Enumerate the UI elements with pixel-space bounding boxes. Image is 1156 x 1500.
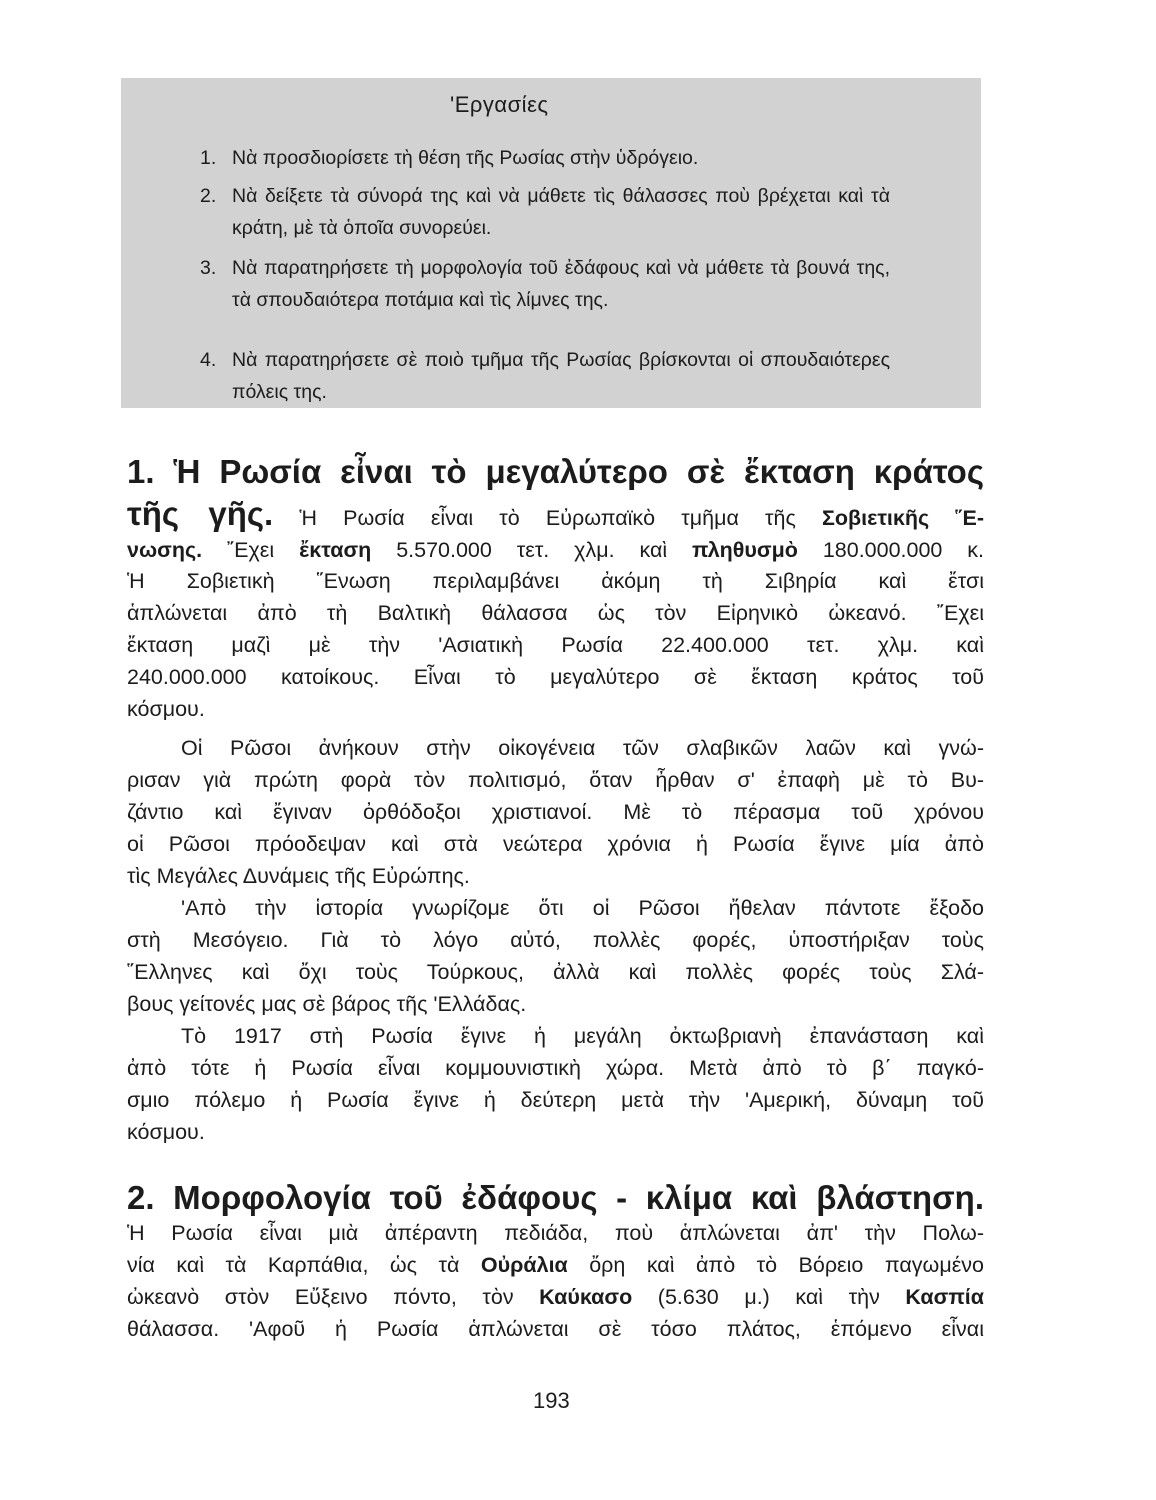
section-1-heading-continued: τῆς γῆς.: [127, 495, 274, 532]
bold-term: νωσης.: [127, 538, 203, 562]
section-2-line: θάλασσα. 'Αφοῦ ἡ Ρωσία ἁπλώνεται σὲ τόσο πλάτος, ἑπόμενο εἶναι: [127, 1317, 984, 1341]
paragraph-line: Οἱ Ρῶσοι ἀνήκουν στὴν οἰκογένεια τῶν σλαβικῶν λαῶν καὶ γνώ-: [181, 736, 984, 760]
paragraph-line: κόσμου.: [127, 1120, 205, 1144]
paragraph-line: στὴ Μεσόγειο. Γιὰ τὸ λόγο αὐτό, πολλὲς φορές, ὑποστήριξαν τοὺς: [127, 928, 984, 952]
exercise-text: Νὰ παρατηρήσετε σὲ ποιὸ τμῆμα τῆς Ρωσίας βρίσκονται οἱ σπουδαιότερες πόλεις της.: [232, 349, 890, 403]
exercises-title: 'Εργασίες: [450, 92, 549, 117]
paragraph-line: Τὸ 1917 στὴ Ρωσία ἔγινε ἡ μεγάλη ὀκτωβριανὴ ἐπανάσταση καὶ: [181, 1024, 984, 1048]
section-1-line: 240.000.000 κατοίκους. Εἶναι τὸ μεγαλύτερο σὲ ἔκταση κράτος τοῦ: [127, 665, 984, 689]
section-1-line: ἁπλώνεται ἀπὸ τὴ Βαλτικὴ θάλασσα ὡς τὸν Εἰρηνικὸ ὠκεανό. ῎Εχει: [127, 601, 984, 625]
paragraph-line: ζάντιο καὶ ἔγιναν ὀρθόδοξοι χριστιανοί. Μὲ τὸ πέρασμα τοῦ χρόνου: [127, 800, 984, 824]
section-1-line: [127, 534, 984, 566]
paragraph-line: ῞Ελληνες καὶ ὄχι τοὺς Τούρκους, ἀλλὰ καὶ πολλὲς φορές τοὺς Σλά-: [127, 960, 984, 984]
text-run: ὠκεανὸ στὸν Εὔξεινο πόντο, τὸν: [127, 1285, 540, 1309]
text-run: Ἡ Ρωσία εἶναι τὸ Εὐρωπαϊκὸ τμῆμα τῆς: [299, 506, 822, 530]
paragraph-line: 'Απὸ τὴν ἱστορία γνωρίζομε ὅτι οἱ Ρῶσοι ἤθελαν πάντοτε ἔξοδο: [181, 896, 984, 920]
paragraph-line: ἀπὸ τότε ἡ Ρωσία εἶναι κομμουνιστικὴ χώρα. Μετὰ ἀπὸ τὸ β΄ παγκό-: [127, 1056, 984, 1080]
paragraph-line: ρισαν γιὰ πρώτη φορὰ τὸν πολιτισμό, ὅταν ἦρθαν σ' ἐπαφὴ μὲ τὸ Βυ-: [127, 768, 984, 792]
section-1-line: [127, 495, 984, 534]
exercise-item: [200, 180, 890, 244]
section-1-line: Ἡ Σοβιετικὴ ῞Ενωση περιλαμβάνει ἀκόμη τὴ Σιβηρία καὶ ἔτσι: [127, 569, 984, 593]
bold-term: Καύκασο: [539, 1285, 633, 1309]
text-run: (5.630 μ.) καὶ τὴν: [632, 1285, 906, 1309]
bold-term: Κασπία: [905, 1285, 984, 1309]
section-2-line: Ἡ Ρωσία εἶναι μιὰ ἀπέραντη πεδιάδα, ποὺ ἁπλώνεται ἀπ' τὴν Πολω-: [127, 1221, 984, 1245]
page-number: 193: [533, 1388, 570, 1413]
paragraph-line: τὶς Μεγάλες Δυνάμεις τῆς Εὐρώπης.: [127, 864, 470, 888]
bold-term: πληθυσμὸ: [692, 538, 798, 562]
section-2-line: [127, 1281, 984, 1313]
exercise-number: 1.: [200, 147, 217, 169]
text-run: 5.570.000 τετ. χλμ. καὶ: [371, 538, 693, 562]
exercise-item: [200, 142, 890, 174]
text-run: 180.000.000 κ.: [797, 538, 985, 562]
text-run: νία καὶ τὰ Καρπάθια, ὡς τὰ: [127, 1253, 481, 1277]
exercise-item: [200, 344, 890, 408]
section-1-line: ἔκταση μαζὶ μὲ τὴν 'Ασιατικὴ Ρωσία 22.400.000 τετ. χλμ. καὶ: [127, 633, 984, 657]
exercise-number: 2.: [200, 185, 217, 207]
bold-term: Σοβιετικῆς ῞Ε-: [822, 506, 984, 530]
exercise-number: 3.: [200, 257, 217, 279]
text-run: ῎Εχει: [202, 538, 300, 562]
exercise-text: Νὰ προσδιορίσετε τὴ θέση τῆς Ρωσίας στὴν ὑδρόγειο.: [232, 147, 699, 169]
section-2-heading: 2. Μορφολογία τοῦ ἐδάφους - κλίμα καὶ βλάστηση.: [127, 1179, 984, 1216]
section-1-line: κόσμου.: [127, 697, 205, 721]
paragraph-line: βους γείτονές μας σὲ βάρος τῆς 'Ελλάδας.: [127, 992, 527, 1016]
section-1-heading: 1. Ἡ Ρωσία εἶναι τὸ μεγαλύτερο σὲ ἔκταση κράτος: [127, 453, 984, 490]
paragraph-line: σμιο πόλεμο ἡ Ρωσία ἔγινε ἡ δεύτερη μετὰ τὴν 'Αμερική, δύναμη τοῦ: [127, 1088, 984, 1112]
paragraph-line: οἱ Ρῶσοι πρόοδεψαν καὶ στὰ νεώτερα χρόνια ἡ Ρωσία ἔγινε μία ἀπὸ: [127, 832, 984, 856]
exercise-text: Νὰ δείξετε τὰ σύνορά της καὶ νὰ μάθετε τὶς θάλασσες ποὺ βρέχεται καὶ τὰ κράτη, μὲ τὰ ὁποῖα συνορεύει.: [232, 185, 890, 239]
exercise-text: Νὰ παρατηρήσετε τὴ μορφολογία τοῦ ἐδάφους καὶ νὰ μάθετε τὰ βουνά της, τὰ σπουδαιότερα ποτάμια καὶ τὶς λίμνες της.: [232, 257, 890, 311]
bold-term: ἔκταση: [299, 538, 372, 562]
exercise-item: [200, 252, 890, 316]
bold-term: Οὐράλια: [480, 1253, 568, 1277]
exercise-number: 4.: [200, 349, 217, 371]
section-2-line: [127, 1249, 984, 1281]
text-run: ὄρη καὶ ἀπὸ τὸ Βόρειο παγωμένο: [567, 1253, 985, 1277]
